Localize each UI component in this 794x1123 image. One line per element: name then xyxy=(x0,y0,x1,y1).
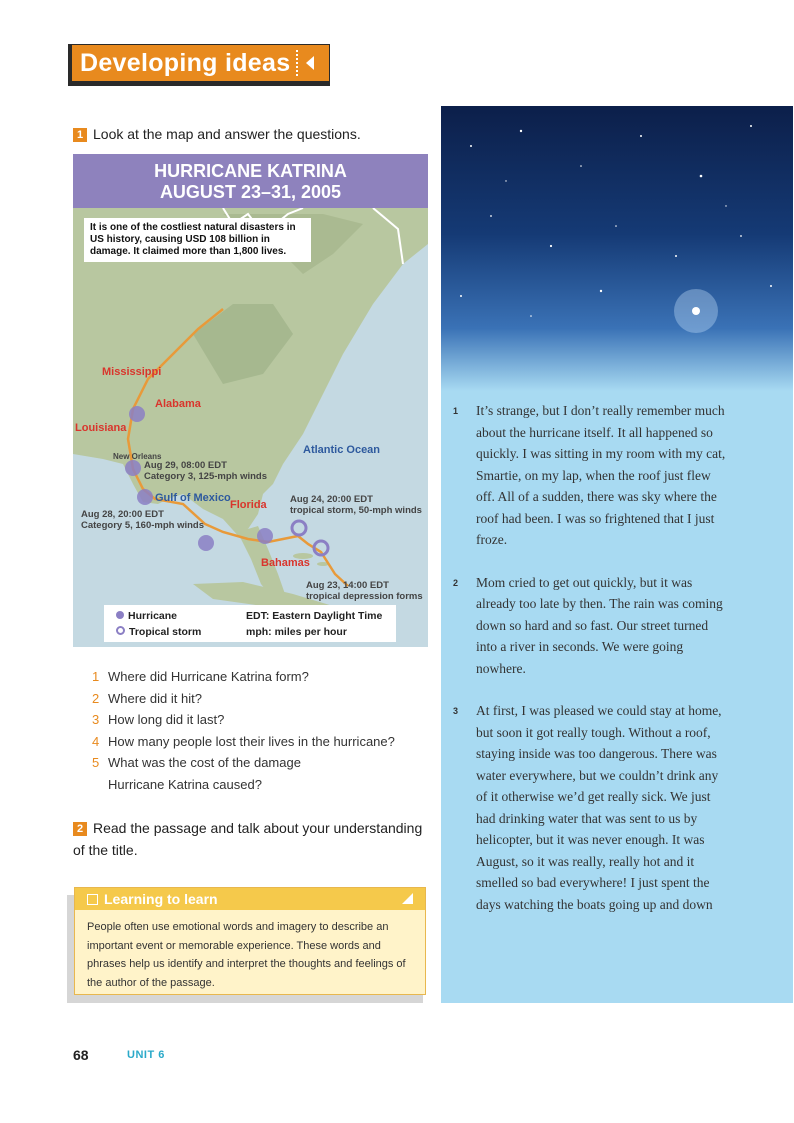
checkbox-icon xyxy=(87,894,98,905)
question-text: Where did Hurricane Katrina form? xyxy=(108,669,309,684)
activity-2-text: Read the passage and talk about your understanding of the title. xyxy=(73,820,423,858)
star xyxy=(770,285,772,287)
event-aug29 xyxy=(144,460,267,482)
event-aug28-detail: Category 5, 160-mph winds xyxy=(81,520,205,531)
star xyxy=(470,145,472,147)
map-title-band xyxy=(73,154,428,208)
event-aug24-time: Aug 24, 20:00 EDT xyxy=(290,494,373,505)
list-item xyxy=(92,731,422,753)
star xyxy=(530,315,532,317)
question-text: What was the cost of the damage Hurricane Katrina caused? xyxy=(108,755,301,792)
question-number: 2 xyxy=(92,690,100,706)
star xyxy=(740,235,742,237)
paragraph-text: It’s strange, but I don’t really remember much about the hurricane itself. It all happened so quickly. I was sitting in my room with my cat, Smartie, on my lap, when the roof just flew off. All of a sudden, there was sky where the roof had been. I was so frightened that I just froze. xyxy=(476,403,726,547)
hurricane-icon xyxy=(198,535,214,551)
paragraph xyxy=(441,400,726,551)
paragraph-text: Mom cried to get out quickly, but it was already too late by then. The rain was coming down so hard and so fast. Our street turned into a river in seconds. We were going nowhere. xyxy=(476,574,723,676)
unit-label: UNIT 6 xyxy=(127,1049,165,1061)
label-gulf-of-mexico: Gulf of Mexico xyxy=(155,492,231,504)
back-arrow-icon xyxy=(306,56,314,70)
question-number: 5 xyxy=(92,755,100,770)
event-aug23-detail: tropical depression forms xyxy=(306,591,423,602)
event-aug28 xyxy=(81,509,204,531)
question-number: 3 xyxy=(92,712,100,727)
event-aug29-time: Aug 29, 08:00 EDT xyxy=(144,460,227,471)
paragraph-number: 2 xyxy=(453,577,459,588)
paragraph-number: 1 xyxy=(453,406,459,416)
star xyxy=(700,175,703,178)
map-fact-note: It is one of the costliest natural disasters in US history, causing USD 108 billion in damage. It claimed more than 1,800 lives. xyxy=(84,218,311,262)
section-header xyxy=(72,45,329,81)
star xyxy=(550,245,552,247)
map-title: HURRICANE KATRINA xyxy=(154,161,347,181)
star xyxy=(505,180,506,181)
activity-1-badge: 1 xyxy=(73,128,87,142)
label-mississippi: Mississippi xyxy=(102,366,162,378)
star xyxy=(600,290,602,292)
question-number: 1 xyxy=(92,669,100,684)
passage-text xyxy=(441,400,793,936)
activity-2-badge: 2 xyxy=(73,822,87,836)
event-aug24-detail: tropical storm, 50-mph winds xyxy=(290,505,422,516)
corner-triangle-icon xyxy=(402,893,413,904)
bright-star xyxy=(692,307,700,315)
event-aug24 xyxy=(290,494,422,516)
section-title: Developing ideas xyxy=(80,48,291,77)
label-bahamas: Bahamas xyxy=(261,557,310,569)
passage-column xyxy=(441,106,793,1003)
event-aug23 xyxy=(306,580,423,602)
star xyxy=(640,135,642,137)
question-list xyxy=(92,666,422,795)
star xyxy=(675,255,677,257)
stars xyxy=(460,125,772,317)
learning-box-title: Learning to learn xyxy=(104,891,218,907)
legend-edt: EDT: Eastern Daylight Time xyxy=(246,610,383,622)
label-atlantic-ocean: Atlantic Ocean xyxy=(303,444,381,456)
hurricane-icon xyxy=(137,489,153,505)
paragraph-number: 3 xyxy=(453,706,459,716)
star xyxy=(490,215,492,217)
question-text: How many people lost their lives in the hurricane? xyxy=(108,733,395,749)
legend-tropical-storm-label: Tropical storm xyxy=(129,626,202,638)
legend-mph: mph: miles per hour xyxy=(246,626,347,638)
list-item xyxy=(92,709,422,731)
activity-1-instruction xyxy=(73,126,361,142)
question-number: 4 xyxy=(92,733,100,749)
paragraph xyxy=(441,700,726,915)
tropical-storm-legend-icon xyxy=(116,626,125,635)
map-subtitle: AUGUST 23–31, 2005 xyxy=(159,182,342,202)
paragraph xyxy=(441,572,726,680)
hurricane-icon xyxy=(129,406,145,422)
activity-2-instruction xyxy=(73,817,433,861)
hurricane-map xyxy=(73,154,428,647)
label-florida: Florida xyxy=(230,499,267,511)
legend-hurricane xyxy=(116,610,177,622)
label-louisiana: Louisiana xyxy=(75,422,127,434)
list-item xyxy=(92,688,422,710)
map-legend xyxy=(104,605,396,642)
star xyxy=(580,165,582,167)
hurricane-legend-icon xyxy=(116,611,124,619)
star xyxy=(460,295,462,297)
list-item xyxy=(92,666,422,688)
event-aug28-time: Aug 28, 20:00 EDT xyxy=(81,509,164,520)
event-aug23-time: Aug 23, 14:00 EDT xyxy=(306,580,389,591)
paragraph-text: At first, I was pleased we could stay at home, but soon it got really tough. Without a roof, staying inside was too dangerous. There was water everywhere, but we couldn’t drink any of it otherwise we’d get really sick. We just had drinking water that was sent to us by helicopter, but it was never enough. It was August, so it was really, really hot and it smelled so bad everywhere! I just spent the days watching the boats going up and down xyxy=(476,703,722,912)
header-divider xyxy=(296,50,298,76)
star xyxy=(725,205,726,206)
hurricane-icon xyxy=(125,460,141,476)
legend-hurricane-label: Hurricane xyxy=(128,610,178,622)
night-sky-image xyxy=(441,106,793,391)
star xyxy=(520,130,522,132)
learning-box-header xyxy=(75,888,425,910)
page-number: 68 xyxy=(73,1047,89,1063)
list-item xyxy=(92,752,422,795)
learning-box-body: People often use emotional words and imagery to describe an important event or memorable experience. These words and phrases help us identify and interpret the thoughts and feelings of the author of the passage. xyxy=(87,921,406,989)
legend-tropical-storm xyxy=(116,626,201,638)
label-alabama: Alabama xyxy=(155,398,201,410)
stars-graphic xyxy=(441,106,793,391)
star xyxy=(750,125,752,127)
star xyxy=(615,225,617,227)
learning-to-learn-box xyxy=(74,887,426,995)
label-new-orleans: New Orleans xyxy=(113,452,162,461)
event-aug29-detail: Category 3, 125-mph winds xyxy=(144,471,268,482)
question-text: How long did it last? xyxy=(108,712,225,727)
hurricane-icon xyxy=(257,528,273,544)
question-text: Where did it hit? xyxy=(108,690,202,706)
activity-1-text: Look at the map and answer the questions. xyxy=(93,126,361,142)
